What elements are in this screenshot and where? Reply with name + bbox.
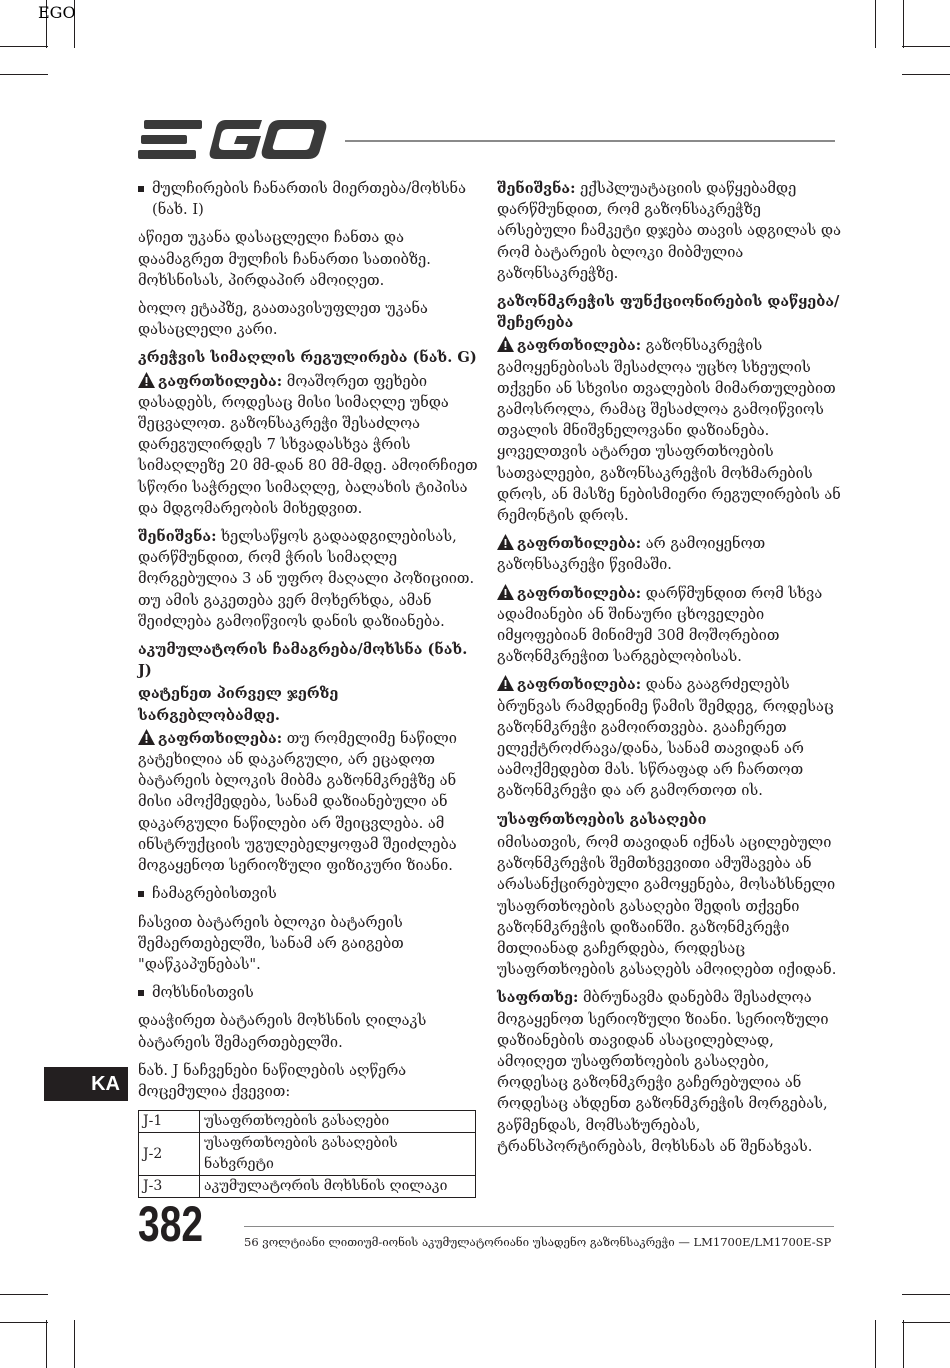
left-column xyxy=(138,178,480,1198)
section-heading: კრეჭვის სიმაღლის რეგულირება (ნახ. G) xyxy=(138,349,477,367)
ego-logo xyxy=(38,3,328,162)
paragraph: ნახ. J ნაჩვენები ნაწილების აღწერა მოცემულია ქვევით: xyxy=(138,1061,407,1100)
crop-mark xyxy=(0,74,48,75)
warning-paragraph xyxy=(497,533,841,575)
bullet-item xyxy=(138,982,480,1003)
warning-label: გაფრთხილება: xyxy=(517,584,642,602)
danger-label: საფრთხე: xyxy=(497,989,579,1007)
crop-mark xyxy=(0,46,48,47)
table-cell-id: J-3 xyxy=(139,1176,200,1198)
table-row xyxy=(139,1111,476,1133)
table-cell-name: აკუმულატორის მოხსნის ღილაკი xyxy=(200,1176,476,1198)
warning-text: მოაშორეთ ფეხები დასადებს, როდესაც მისი სიმაღლე უნდა შეცვალოთ. გაზონსაკრეჭი შესაძლოა დარეგულირდეს 7 სხვადასხვა ჭრის სიმაღლეზე 20 მმ-დან 80 მმ-მდე. ამოირჩიეთ სწორი საჭრელი სიმაღლე, ბალახის ტიპისა და მდგომარეობის მიხედვით. xyxy=(138,372,478,517)
danger-text: მბრუნავმა დანებმა შესაძლოა მოგაყენოთ სერიოზული ზიანი. სერიოზული დაზიანების თავიდან ასაცილებლად, ამოიღეთ უსაფრთხოების გასაღები, როდესაც გაზონმკრეჭი გაჩერებულია ან როდესაც ახდენთ გაზონმკრეჭის მორგებას, გაწმენდას, მომსახურებას, ტრანსპორტირებას, მოხსნას ან შენახვას. xyxy=(497,989,829,1155)
note-text: ექსპლუატაციის დაწყებამდე დარწმუნდით, რომ გაზონსაკრეჭზე არსებული ჩამკეტი დჯება თავის ადგილას და რომ ბატარეის ბლოკი მიბმულია გაზონსაკრეჭზე. xyxy=(497,180,841,282)
footer-text: 56 ვოლტიანი ლითიუმ-იონის აკუმულატორიანი უსადენო გაზონსაკრეჭი — LM1700E/LM1700E-SP xyxy=(244,1235,832,1249)
header-rule xyxy=(345,140,835,142)
section-heading: აკუმულატორის ჩამაგრება/მოხსნა (ნახ. J) xyxy=(138,641,468,680)
paragraph: ჩასვით ბატარეის ბლოკი ბატარეის შემაერთებელში, სანამ არ გაიგებთ "დაწკაპუნებას". xyxy=(138,913,404,973)
warning-label: გაფრთხილება: xyxy=(158,729,283,747)
warning-paragraph xyxy=(138,371,480,519)
parts-table xyxy=(138,1110,476,1198)
warning-icon xyxy=(138,729,155,745)
table-cell-id: J-2 xyxy=(139,1133,200,1176)
bullet-text: ჩამაგრებისთვის xyxy=(152,885,277,903)
note-paragraph xyxy=(497,178,841,284)
warning-paragraph xyxy=(497,674,841,801)
paragraph: დააჭირეთ ბატარეის მოხსნის ღილაკს ბატარეის შემაერთებელში. xyxy=(138,1012,427,1051)
footer-rule xyxy=(244,1226,834,1227)
crop-mark xyxy=(903,0,904,48)
crop-mark xyxy=(0,1294,48,1295)
bullet-text: მოხსნისთვის xyxy=(152,984,254,1002)
crop-mark xyxy=(875,0,876,48)
bullet-square-icon xyxy=(138,990,144,996)
warning-icon xyxy=(497,584,514,600)
page-number: 382 xyxy=(138,1196,204,1252)
warning-paragraph xyxy=(497,335,841,526)
crop-mark xyxy=(902,74,950,75)
warning-label: გაფრთხილება: xyxy=(517,337,642,355)
warning-label: გაფრთხილება: xyxy=(517,676,642,694)
warning-text: დარწმუნდით რომ სხვა ადამიანები ან შინაური ცხოველები იმყოფებიან მინიმუმ 30მ მოშორებით გაზონმკრეჭით სარგებლობისას. xyxy=(497,584,823,666)
warning-label: გაფრთხილება: xyxy=(517,535,642,553)
crop-mark xyxy=(902,46,950,47)
section-heading: გაზონმკრეჭის ფუნქციონირების დაწყება/შეჩერება xyxy=(497,293,840,332)
language-tab: KA xyxy=(44,1067,128,1101)
note-paragraph xyxy=(138,526,480,632)
crop-mark xyxy=(902,1294,950,1295)
crop-mark xyxy=(74,1320,75,1368)
crop-mark xyxy=(903,1320,904,1368)
crop-mark xyxy=(875,1320,876,1368)
paragraph: ბოლო ეტაპზე, გაათავისუფლეთ უკანა დასაცლელი კარი. xyxy=(138,300,428,339)
right-column xyxy=(497,178,841,1164)
warning-text: გაზონსაკრეჭის გამოყენებისას შესაძლოა უცხო სხეულის თქვენი ან სხვისი თვალების მიმართულებით გამოსროლა, რამაც შესაძლოა გამოიწვიოს თვალის მნიშვნელოვანი დაზიანება. ყოველთვის ატარეთ უსაფრთხოების სათვალეები, გაზონსაკრეჭის მოხმარების დროს, ან მასზე ნებისმიერი რეგულირების ან რემონტის დროს. xyxy=(497,337,841,525)
bullet-item xyxy=(138,883,480,904)
warning-icon xyxy=(497,336,514,352)
warning-icon xyxy=(138,372,155,388)
paragraph: აწიეთ უკანა დასაცლელი ჩანთა და დაამაგრეთ მულჩის ჩანართი სათიბზე. მოხსნისას, პირდაპირ ამოიღეთ. xyxy=(138,229,431,289)
crop-mark xyxy=(0,1322,48,1323)
warning-text: დანა გააგრძელებს ბრუნვას რამდენიმე წამის შემდეგ, როდესაც გაზონმკრეჭი გამოირთვება. გააჩერეთ ელექტროძრავა/დანა, სანამ თავიდან არ აამოქმედებთ მას. სწრაფად არ ჩართოთ გაზონმკრეჭი და არ გამორთოთ ის. xyxy=(497,676,834,800)
warning-text: თუ რომელიმე ნაწილი გატეხილია ან დაკარგული, არ ეცადოთ ბატარეის ბლოკის მიბმა გაზონმკრეჭზე ან მისი ამოქმედება, სანამ დაზიანებული ან დაკარგული ნაწილები არ შეიცვლება. ამ ინსტრუქციის უგულებელყოფამ შეიძლება მოგაყენოთ სერიოზული ფიზიკური ზიანი. xyxy=(138,729,457,875)
crop-mark xyxy=(902,1322,950,1323)
warning-icon xyxy=(497,534,514,550)
paragraph: იმისათვის, რომ თავიდან იქნას აცილებული გაზონმკრეჭის შემთხვევითი ამუშავება ან არასანქცირებული გამოყენება, მოსახსნელი უსაფრთხოების გასაღები შედის თქვენი გაზონმკრეჭის დიზაინში. გაზონმკრეჭი მთლიანად გაჩერდება, როდესაც უსაფრთხოების გასაღებს ამოიღებთ იქიდან. xyxy=(497,833,837,979)
bullet-square-icon xyxy=(138,891,144,897)
table-cell-name: უსაფრთხოების გასაღების ნახვრეტი xyxy=(200,1133,476,1176)
warning-paragraph xyxy=(138,728,480,876)
warning-paragraph xyxy=(497,583,841,668)
bullet-text: მულჩირების ჩანართის მიერთება/მოხსნა (ნახ. I) xyxy=(152,180,466,219)
warning-text: არ გამოიყენოთ გაზონსაკრეჭი წვიმაში. xyxy=(497,535,766,574)
table-cell-id: J-1 xyxy=(139,1111,200,1133)
danger-paragraph xyxy=(497,987,841,1157)
svg-text:EGO: EGO xyxy=(38,3,76,22)
note-label: შენიშვნა: xyxy=(497,180,576,197)
bullet-item xyxy=(138,178,480,220)
table-row xyxy=(139,1133,476,1176)
warning-label: გაფრთხილება: xyxy=(158,372,283,390)
note-label: შენიშვნა: xyxy=(138,528,217,546)
table-row xyxy=(139,1176,476,1198)
bullet-square-icon xyxy=(138,186,144,192)
warning-icon xyxy=(497,675,514,691)
section-heading: უსაფრთხოების გასაღები xyxy=(497,810,707,828)
table-cell-name: უსაფრთხოების გასაღები xyxy=(200,1111,476,1133)
crop-mark xyxy=(46,1320,47,1368)
note-text: ხელსაწყოს გადაადგილებისას, დარწმუნდით, რომ ჭრის სიმაღლე მორგებულია 3 ან უფრო მაღალი პოზიციით. თუ ამის გაკეთება ვერ მოხერხდა, ამან შეიძლება გამოიწვიოს დანის დაზიანება. xyxy=(138,528,475,630)
section-subheading: დატენეთ პირველ ჯერზე სარგებლობამდე. xyxy=(138,685,339,724)
